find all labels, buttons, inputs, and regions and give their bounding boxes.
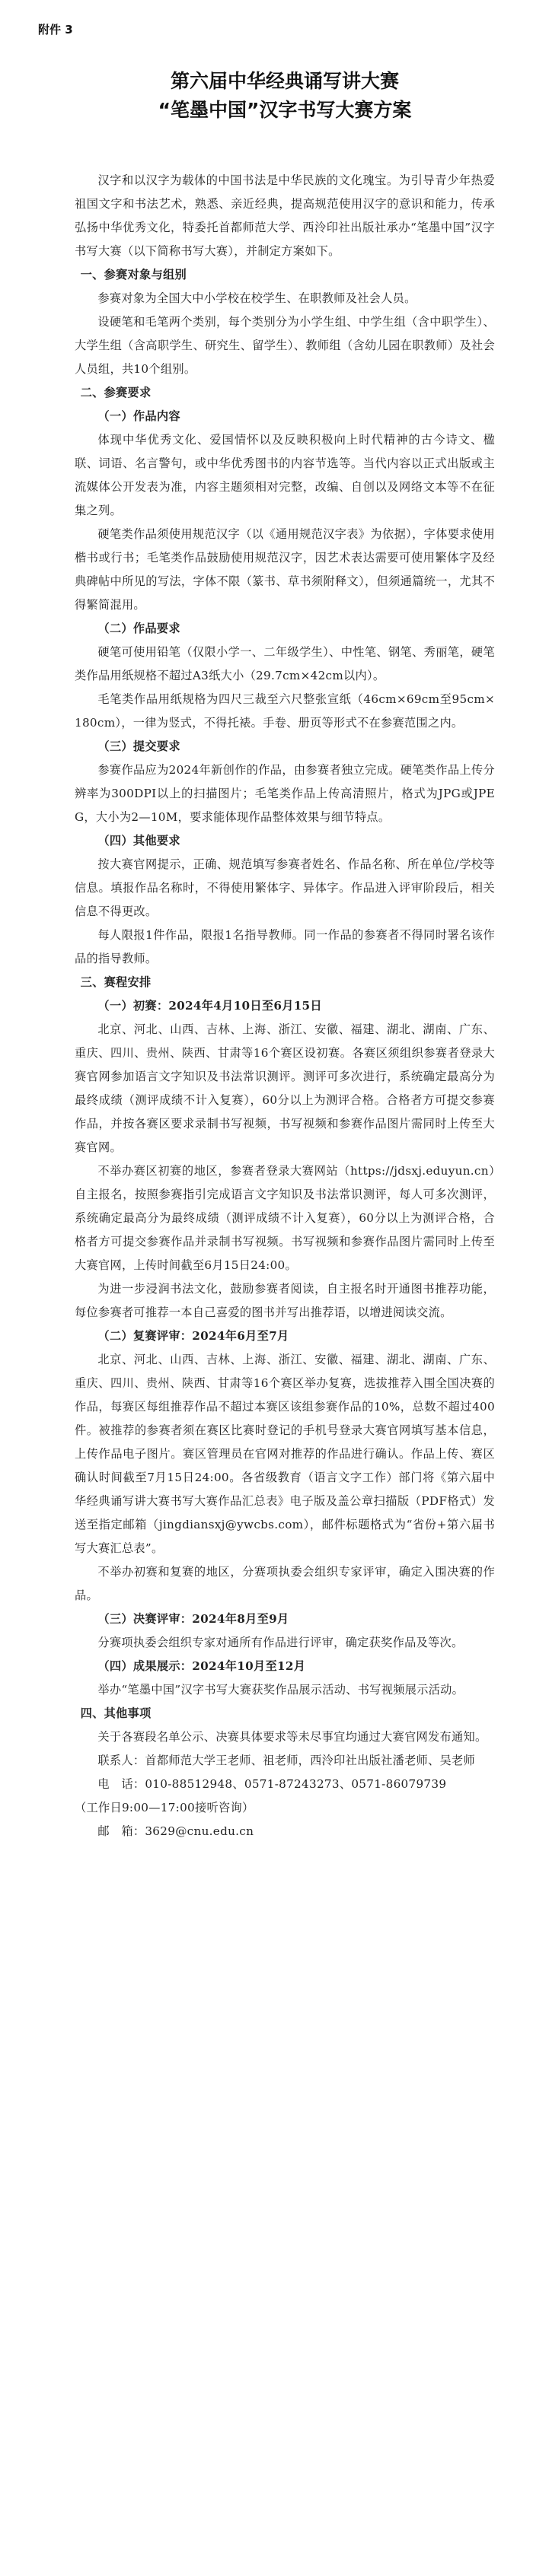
- subsection-heading: （三）决赛评审：2024年8月至9月: [97, 1612, 289, 1626]
- subsection-heading: （四）成果展示：2024年10月至12月: [97, 1659, 306, 1673]
- section-heading: 一、参赛对象与组别: [80, 268, 187, 281]
- document-title: [75, 67, 495, 125]
- body-paragraph: 不举办初赛和复赛的地区，分赛项执委会组织专家评审，确定入围决赛的作品。: [75, 1565, 495, 1602]
- attachment-label: 附件 3: [38, 23, 73, 37]
- body-paragraph: 按大赛官网提示，正确、规范填写参赛者姓名、作品名称、所在单位/学校等信息。填报作品名称时，不得使用繁体字、异体字。作品进入评审阶段后，相关信息不得更改。: [75, 857, 495, 918]
- subsection-heading: （二）作品要求: [97, 622, 180, 635]
- body-paragraph: 电 话：010-88512948、0571-87243273、0571-86079739: [97, 1777, 447, 1791]
- body-paragraph: 参赛对象为全国大中小学校在校学生、在职教师及社会人员。: [97, 291, 417, 305]
- section-heading: 二、参赛要求: [80, 386, 152, 399]
- subsection-heading: （二）复赛评审：2024年6月至7月: [97, 1329, 289, 1343]
- body-paragraph: 不举办赛区初赛的地区，参赛者登录大赛网站（https://jdsxj.eduyun.cn）自主报名，按照参赛指引完成语言文字知识及书法常识测评，每人可多次测评，系统确定最高分为最终成绩（测评成绩不计入复赛），60分以上为测评合格，合格者方可提交参赛作品并录制书写视频。书写视频和参赛作品图片需同时上传至大赛官网，上传时间截至6月15日24:00。: [75, 1164, 495, 1272]
- body-paragraph: 为进一步浸润书法文化，鼓励参赛者阅读，自主报名时开通图书推荐功能，每位参赛者可推荐一本自己喜爱的图书并写出推荐语，以增进阅读交流。: [75, 1282, 495, 1319]
- section-heading: 四、其他事项: [80, 1706, 152, 1720]
- body-paragraph: （工作日9:00—17:00接听咨询）: [75, 1801, 254, 1814]
- subsection-heading: （一）初赛：2024年4月10日至6月15日: [97, 999, 322, 1013]
- section-heading: 三、赛程安排: [80, 975, 152, 989]
- body-paragraph: 北京、河北、山西、吉林、上海、浙江、安徽、福建、湖北、湖南、广东、重庆、四川、贵州、陕西、甘肃等16个赛区设初赛。各赛区须组织参赛者登录大赛官网参加语言文字知识及书法常识测评。测评可多次进行，系统确定最高分为最终成绩（测评成绩不计入复赛），60分以上为测评合格。合格者方可提交参赛作品，并按各赛区要求录制书写视频，书写视频和参赛作品图片需同时上传至大赛官网。: [75, 1022, 495, 1154]
- subsection-heading: （四）其他要求: [97, 834, 180, 848]
- body-paragraph: 汉字和以汉字为载体的中国书法是中华民族的文化瑰宝。为引导青少年热爱祖国文字和书法艺术，熟悉、亲近经典，提高规范使用汉字的意识和能力，传承弘扬中华优秀文化，特委托首都师范大学、西泠印社出版社承办“笔墨中国”汉字书写大赛（以下简称书写大赛），并制定方案如下。: [75, 173, 495, 258]
- document-body: [75, 169, 495, 1843]
- body-paragraph: 硬笔类作品须使用规范汉字（以《通用规范汉字表》为依据），字体要求使用楷书或行书；毛笔类作品鼓励使用规范汉字，因艺术表达需要可使用繁体字及经典碑帖中所见的写法，字体不限（篆书、草书须附释文），但须通篇统一，尤其不得繁简混用。: [75, 527, 495, 612]
- body-paragraph: 举办“笔墨中国”汉字书写大赛获奖作品展示活动、书写视频展示活动。: [97, 1683, 464, 1697]
- body-paragraph: 参赛作品应为2024年新创作的作品，由参赛者独立完成。硬笔类作品上传分辨率为300DPI以上的扫描图片；毛笔类作品上传高清照片，格式为JPG或JPEG，大小为2—10M，要求能体现作品整体效果与细节特点。: [75, 763, 495, 824]
- body-paragraph: 硬笔可使用铅笔（仅限小学一、二年级学生）、中性笔、钢笔、秀丽笔，硬笔类作品用纸规格不超过A3纸大小（29.7cm×42cm以内）。: [75, 645, 495, 682]
- body-paragraph: 分赛项执委会组织专家对通所有作品进行评审，确定获奖作品及等次。: [97, 1636, 464, 1649]
- subsection-heading: （三）提交要求: [97, 739, 180, 753]
- body-paragraph: 关于各赛段名单公示、决赛具体要求等未尽事宜均通过大赛官网发布通知。: [97, 1730, 487, 1744]
- body-paragraph: 设硬笔和毛笔两个类别，每个类别分为小学生组、中学生组（含中职学生）、大学生组（含高职学生、研究生、留学生）、教师组（含幼儿园在职教师）及社会人员组，共10个组别。: [75, 315, 495, 376]
- body-paragraph: 体现中华优秀文化、爱国情怀以及反映积极向上时代精神的古今诗文、楹联、词语、名言警句，或中华优秀图书的内容节选等。当代内容以正式出版或主流媒体公开发表为准，内容主题须相对完整，改编、自创以及网络文本等不在征集之列。: [75, 433, 495, 517]
- body-paragraph: 毛笔类作品用纸规格为四尺三裁至六尺整张宣纸（46cm×69cm至95cm×180cm），一律为竖式，不得托裱。手卷、册页等形式不在参赛范围之内。: [75, 692, 495, 730]
- title-line-1: 第六届中华经典诵写讲大赛: [170, 70, 399, 92]
- title-line-2: “笔墨中国”汉字书写大赛方案: [158, 99, 412, 121]
- body-paragraph: 邮 箱：3629@cnu.edu.cn: [97, 1824, 254, 1838]
- body-paragraph: 每人限报1件作品，限报1名指导教师。同一作品的参赛者不得同时署名该作品的指导教师。: [75, 928, 495, 965]
- body-paragraph: 联系人：首都师范大学王老师、祖老师，西泠印社出版社潘老师、吴老师: [97, 1754, 475, 1767]
- body-paragraph: 北京、河北、山西、吉林、上海、浙江、安徽、福建、湖北、湖南、广东、重庆、四川、贵州、陕西、甘肃等16个赛区举办复赛，选拔推荐入围全国决赛的作品，每赛区每组推荐作品不超过本赛区该组参赛作品的10%，总数不超过400件。被推荐的参赛者须在赛区比赛时登记的手机号登录大赛官网填写基本信息，上传作品电子图片。赛区管理员在官网对推荐的作品进行确认。作品上传、赛区确认时间截至7月15日24:00。各省级教育（语言文字工作）部门将《第六届中华经典诵写讲大赛书写大赛作品汇总表》电子版及盖公章扫描版（PDF格式）发送至指定邮箱（jingdiansxj@ywcbs.com），邮件标题格式为“省份+第六届书写大赛汇总表”。: [75, 1353, 495, 1555]
- subsection-heading: （一）作品内容: [97, 409, 180, 423]
